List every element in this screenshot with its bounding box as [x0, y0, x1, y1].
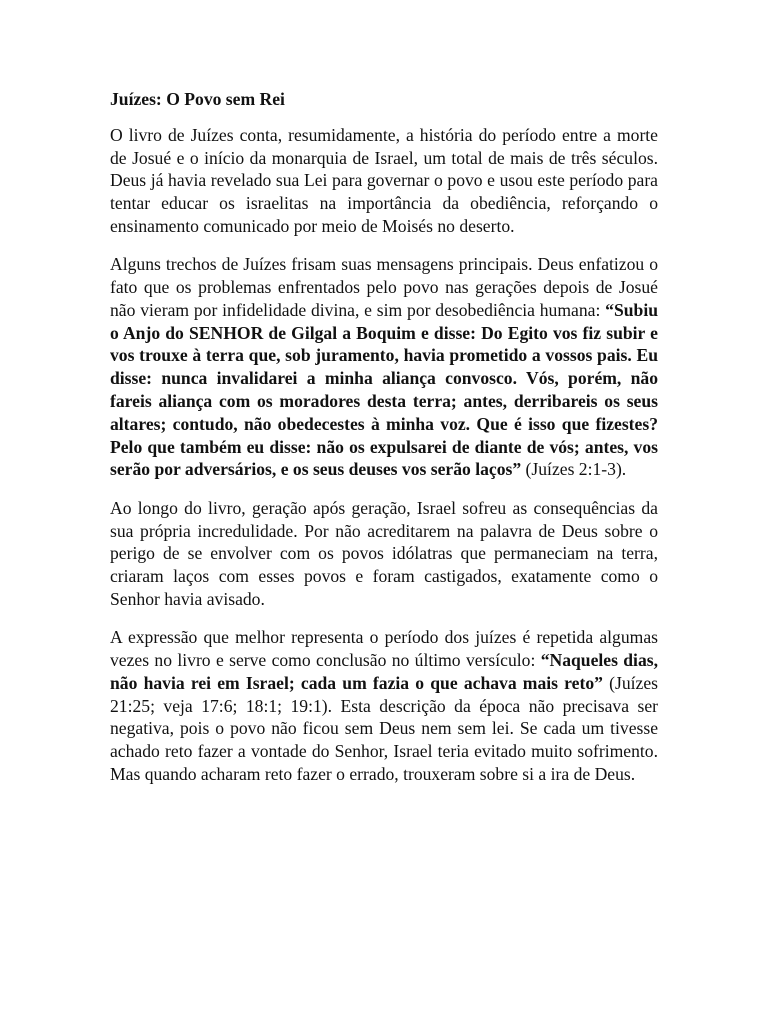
paragraph-2-intro: Alguns trechos de Juízes frisam suas mensagens principais. Deus enfatizou o fato que os problemas enfrentados pelo povo nas gerações depois de Josué não vieram por infidelidade divina, e sim por desobediência humana: — [110, 254, 658, 320]
paragraph-1: O livro de Juízes conta, resumidamente, a história do período entre a morte de Josué e o início da monarquia de Israel, um total de mais de três séculos. Deus já havia revelado sua Lei para governar o povo e usou este período para tentar educar os israelitas na importância da obediência, reforçando o ensinamento comunicado por meio de Moisés no deserto. — [110, 124, 658, 236]
paragraph-4 — [110, 626, 658, 786]
paragraph-2 — [110, 253, 658, 481]
paragraph-4-quote: “Naqueles dias, não havia rei em Israel; cada um fazia o que achava mais reto” — [110, 650, 658, 693]
document-page — [110, 88, 658, 801]
paragraph-2-reference: (Juízes 2:1-3). — [521, 459, 627, 480]
paragraph-2-quote: “Subiu o Anjo do SENHOR de Gilgal a Boquim e disse: Do Egito vos fiz subir e vos trouxe à terra que, sob juramento, havia prometido a vossos pais. Eu disse: nunca invalidarei a minha aliança convosco. Vós, porém, não fareis aliança com os moradores desta terra; antes, derribareis os seus altares; contudo, não obedecestes à minha voz. Que é isso que fizestes? Pelo que também eu disse: não os expulsarei de diante de vós; antes, vos serão por adversários, e os seus deuses vos serão laços” — [110, 299, 658, 480]
document-title: Juízes: O Povo sem Rei — [110, 89, 285, 109]
paragraph-4-rest: (Juízes 21:25; veja 17:6; 18:1; 19:1). Esta descrição da época não precisava ser negativa, pois o povo não ficou sem Deus nem sem lei. Se cada um tivesse achado reto fazer a vontade do Senhor, Israel teria evitado muito sofrimento. Mas quando acharam reto fazer o errado, trouxeram sobre si a ira de Deus. — [110, 672, 659, 785]
paragraph-4-intro: A expressão que melhor representa o período dos juízes é repetida algumas vezes no livro e serve como conclusão no último versículo: — [110, 627, 658, 671]
paragraph-3: Ao longo do livro, geração após geração, Israel sofreu as consequências da sua própria incredulidade. Por não acreditarem na palavra de Deus sobre o perigo de se envolver com os povos idólatras que permaneciam na terra, criaram laços com esses povos e foram castigados, exatamente como o Senhor havia avisado. — [110, 497, 658, 609]
